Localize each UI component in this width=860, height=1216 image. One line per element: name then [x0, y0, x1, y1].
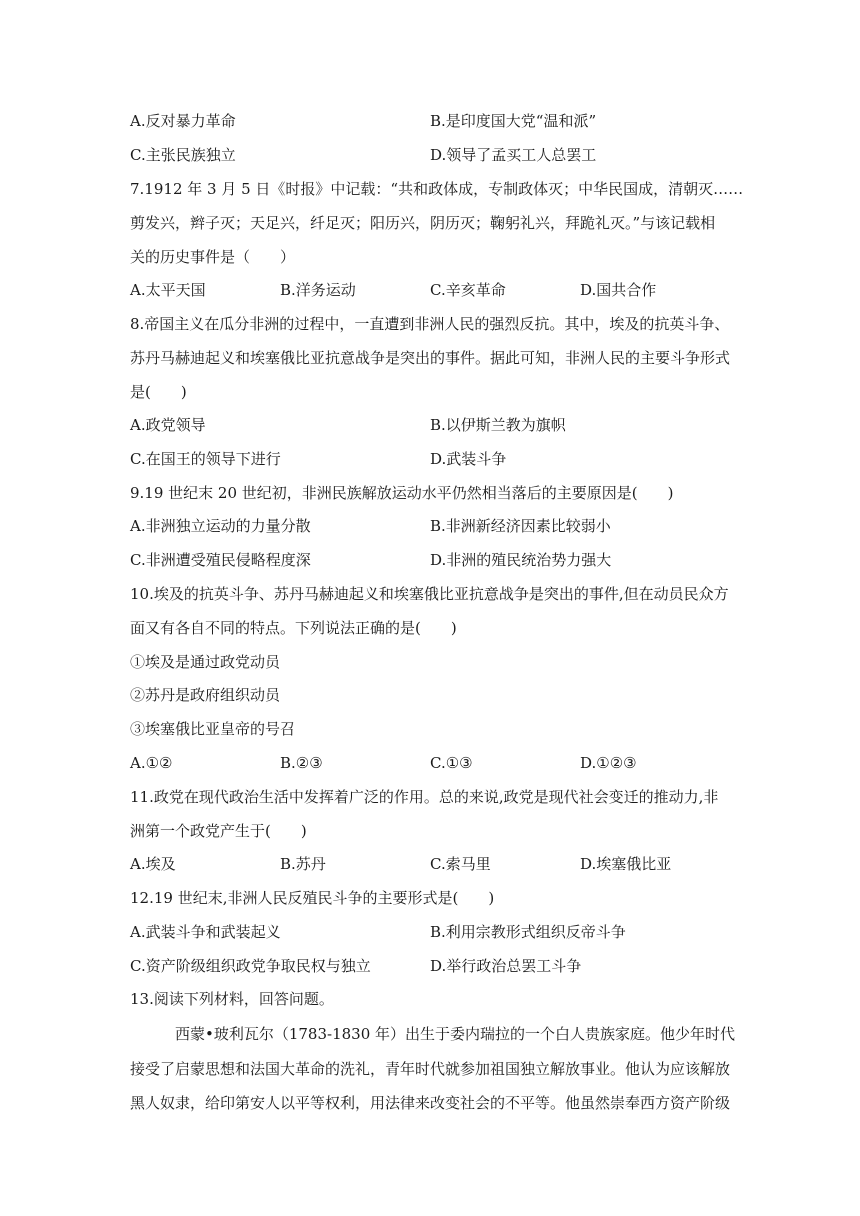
option-a: A.反对暴力革命 — [130, 112, 236, 130]
option-a: A.非洲独立运动的力量分散 — [130, 517, 311, 535]
option-b: B.苏丹 — [280, 855, 326, 873]
option-d: D.武装斗争 — [430, 450, 507, 468]
option-b: B.利用宗教形式组织反帝斗争 — [430, 923, 626, 941]
question-13-line-1: 13.阅读下列材料，回答问题。 — [130, 990, 334, 1008]
option-b: B.洋务运动 — [280, 281, 356, 299]
statement-1: ①埃及是通过政党动员 — [130, 653, 281, 671]
option-a: A.武装斗争和武装起义 — [130, 923, 281, 941]
question-10-line-2: 面又有各自不同的特点。下列说法正确的是( ) — [130, 619, 457, 637]
question-8-line-3: 是( ) — [130, 383, 187, 401]
option-d: D.①②③ — [580, 754, 637, 772]
option-d: D.非洲的殖民统治势力强大 — [430, 551, 612, 569]
option-c: C.辛亥革命 — [430, 281, 506, 299]
option-c: C.索马里 — [430, 855, 491, 873]
question-11-line-2: 洲第一个政党产生于( ) — [130, 822, 307, 840]
material-paragraph-line-1: 西蒙•玻利瓦尔（1783-1830 年）出生于委内瑞拉的一个白人贵族家庭。他少年时代 — [175, 1025, 736, 1043]
question-7-line-3: 关的历史事件是（ ） — [130, 248, 296, 266]
question-7-line-1: 7.1912 年 3 月 5 日《时报》中记载：“共和政体成，专制政体灭；中华民国成，清朝灭…… — [130, 180, 744, 198]
option-b: B.②③ — [280, 754, 323, 772]
option-a: A.政党领导 — [130, 416, 206, 434]
option-c: C.非洲遭受殖民侵略程度深 — [130, 551, 311, 569]
option-c: C.①③ — [430, 754, 473, 772]
question-9-line-1: 9.19 世纪末 20 世纪初，非洲民族解放运动水平仍然相当落后的主要原因是( ) — [130, 484, 674, 502]
option-c: C.在国王的领导下进行 — [130, 450, 281, 468]
statement-3: ③埃塞俄比亚皇帝的号召 — [130, 720, 296, 738]
option-c: C.资产阶级组织政党争取民权与独立 — [130, 957, 371, 975]
option-b: B.以伊斯兰教为旗帜 — [430, 416, 566, 434]
question-7-line-2: 剪发兴，辫子灭；天足兴，纤足灭；阳历兴，阴历灭；鞠躬礼兴，拜跪礼灭。”与该记载相 — [130, 214, 716, 232]
option-d: D.埃塞俄比亚 — [580, 855, 672, 873]
question-10-line-1: 10.埃及的抗英斗争、苏丹马赫迪起义和埃塞俄比亚抗意战争是突出的事件,但在动员民众方 — [130, 585, 729, 603]
question-8-line-2: 苏丹马赫迪起义和埃塞俄比亚抗意战争是突出的事件。据此可知，非洲人民的主要斗争形式 — [130, 349, 731, 367]
option-c: C.主张民族独立 — [130, 146, 236, 164]
option-d: D.国共合作 — [580, 281, 657, 299]
option-a: A.埃及 — [130, 855, 176, 873]
question-11-line-1: 11.政党在现代政治生活中发挥着广泛的作用。总的来说,政党是现代社会变迁的推动力,非 — [130, 788, 719, 806]
option-a: A.①② — [130, 754, 173, 772]
material-paragraph-line-3: 黑人奴隶，给印第安人以平等权利，用法律来改变社会的不平等。他虽然崇奉西方资产阶级 — [130, 1094, 731, 1112]
material-paragraph-line-2: 接受了启蒙思想和法国大革命的洗礼，青年时代就参加祖国独立解放事业。他认为应该解放 — [130, 1060, 731, 1078]
statement-2: ②苏丹是政府组织动员 — [130, 686, 281, 704]
option-d: D.领导了孟买工人总罢工 — [430, 146, 597, 164]
question-8-line-1: 8.帝国主义在瓜分非洲的过程中，一直遭到非洲人民的强烈反抗。其中，埃及的抗英斗争、 — [130, 315, 730, 333]
option-a: A.太平天国 — [130, 281, 206, 299]
option-b: B.是印度国大党“温和派” — [430, 112, 597, 130]
option-d: D.举行政治总罢工斗争 — [430, 957, 582, 975]
question-12-line-1: 12.19 世纪末,非洲人民反殖民斗争的主要形式是( ) — [130, 889, 495, 907]
option-b: B.非洲新经济因素比较弱小 — [430, 517, 611, 535]
